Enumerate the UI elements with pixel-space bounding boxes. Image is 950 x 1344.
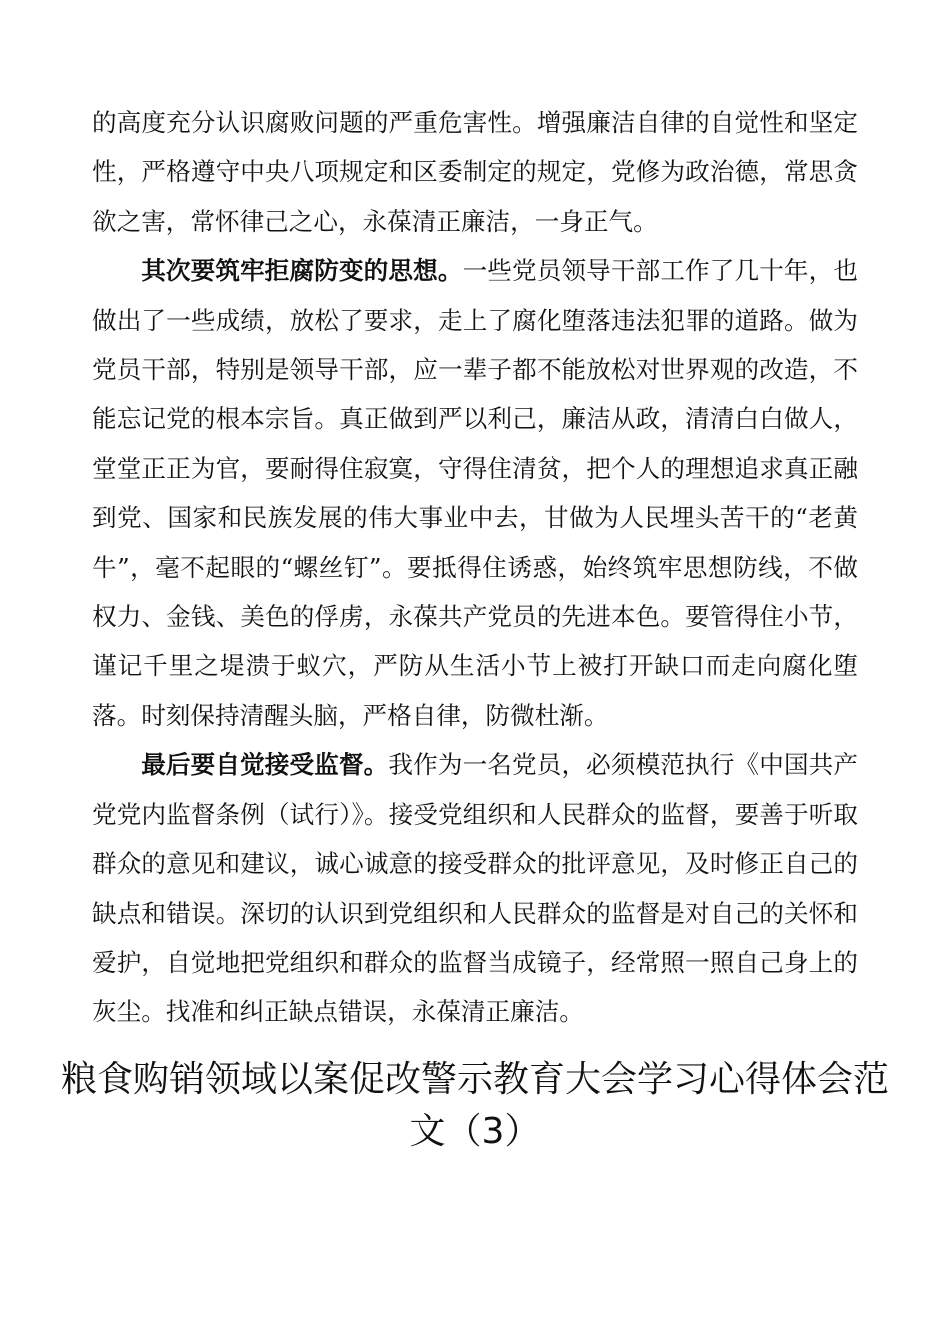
paragraph-body-text: 一些党员领导干部工作了几十年，也做出了一些成绩，放松了要求，走上了腐化堕落违法犯罪的道路。做为党员干部，特别是领导干部，应一辈子都不能放松对世界观的改造，不能忘记党的根本宗旨。真正做到严以利己，廉洁从政，清清白白做人，堂堂正正为官，要耐得住寂寞，守得住清贫，把个人的理想追求真正融到党、国家和民族发展的伟大事业中去，甘做为人民埋头苦干的“老黄牛”，毫不起眼的“螺丝钉”。要抵得住诱惑，始终筑牢思想防线，不做权力、金钱、美色的俘虏，永葆共产党员的先进本色。要管得住小节，谨记千里之堤溃于蚁穴，严防从生活小节上被打开缺口而走向腐化堕落。时刻保持清醒头脑，严格自律，防微杜渐。	[92, 256, 858, 730]
paragraph-accept-supervision	[92, 740, 858, 1036]
paragraph-anti-corruption-thought	[92, 246, 858, 740]
section-title: 粮食购销领域以案促改警示教育大会学习心得体会范文（3）	[60, 1059, 889, 1152]
paragraph-body-text: 我作为一名党员，必须模范执行《中国共产党党内监督条例（试行）》。接受党组织和人民群众的监督，要善于听取群众的意见和建议，诚心诚意的接受群众的批评意见，及时修正自己的缺点和错误。深切的认识到党组织和人民群众的监督是对自己的关怀和爱护，自觉地把党组织和群众的监督当成镜子，经常照一照自己身上的灰尘。找准和纠正缺点错误，永葆清正廉洁。	[92, 750, 858, 1027]
paragraph-lead-heading: 其次要筑牢拒腐防变的思想。	[141, 256, 463, 286]
document-body	[92, 98, 858, 1037]
paragraph-lead-heading: 最后要自觉接受监督。	[141, 750, 389, 780]
paragraph-continued: 的高度充分认识腐败问题的严重危害性。增强廉洁自律的自觉性和坚定性，严格遵守中央八项规定和区委制定的规定，党修为政治德，常思贪欲之害，常怀律己之心，永葆清正廉洁，一身正气。	[92, 108, 858, 236]
